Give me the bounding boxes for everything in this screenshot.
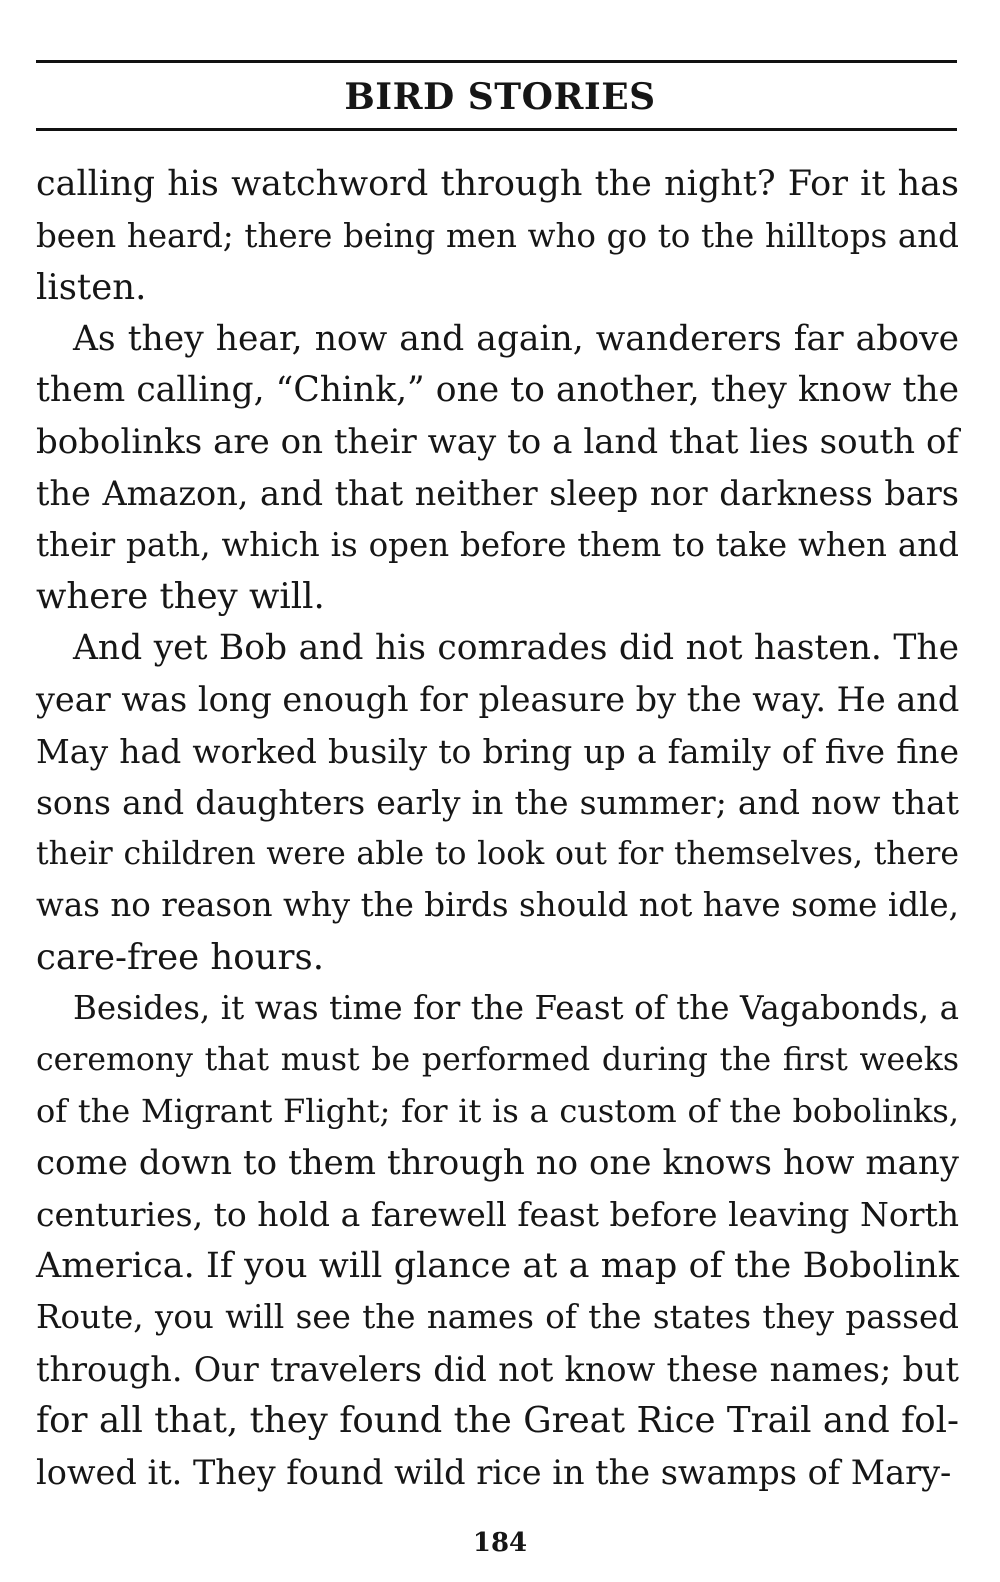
text-line: sons and daughters early in the summer; and now that xyxy=(36,783,959,822)
text-line: Besides, it was time for the Feast of the Vagabonds, a xyxy=(73,989,959,1027)
text-line: their path, which is open before them to take when and xyxy=(36,525,959,564)
header-bottom-rule xyxy=(36,128,957,131)
text-line: listen. xyxy=(36,267,147,308)
running-header: BIRD STORIES xyxy=(344,76,656,118)
page-number: 184 xyxy=(472,1528,528,1558)
text-line: And yet Bob and his comrades did not hasten. The xyxy=(73,627,959,668)
text-line: Route, you will see the names of the states they passed xyxy=(36,1298,959,1336)
text-line: year was long enough for pleasure by the way. He and xyxy=(36,680,960,719)
paragraph xyxy=(36,314,959,623)
text-line: lowed it. They found wild rice in the swamps of Mary- xyxy=(36,1452,952,1492)
text-line: centuries, to hold a farewell feast before leaving North xyxy=(36,1195,959,1234)
body-text xyxy=(36,159,959,1498)
text-line: calling his watchword through the night? For it has xyxy=(36,164,959,204)
text-line: As they hear, now and again, wanderers far above xyxy=(73,318,959,359)
text-line: the Amazon, and that neither sleep nor darkness bars xyxy=(36,474,959,513)
text-line: them calling, “Chink,” one to another, they know the xyxy=(36,370,959,410)
text-line: been heard; there being men who go to the hilltops and xyxy=(36,216,959,255)
paragraph xyxy=(36,623,959,984)
text-line: through. Our travelers did not know these names; but xyxy=(36,1349,959,1389)
text-line: of the Migrant Flight; for it is a custom of the bobolinks, xyxy=(36,1092,959,1130)
text-line: come down to them through no one knows how many xyxy=(36,1142,959,1183)
text-line: ceremony that must be performed during the first weeks xyxy=(36,1041,959,1078)
text-line: for all that, they found the Great Rice Trail and fol- xyxy=(36,1400,959,1441)
text-line: care-free hours. xyxy=(36,936,325,978)
text-line: America. If you will glance at a map of the Bobolink xyxy=(36,1245,959,1286)
text-line: where they will. xyxy=(36,576,325,617)
text-line: May had worked busily to bring up a family of five fine xyxy=(36,731,959,771)
header-top-rule xyxy=(36,60,957,63)
paragraph xyxy=(36,983,959,1498)
text-line: bobolinks are on their way to a land that lies south of xyxy=(36,421,959,462)
paragraph xyxy=(36,159,959,314)
text-line: their children were able to look out for themselves, there xyxy=(36,835,959,872)
text-line: was no reason why the birds should not have some idle, xyxy=(36,886,959,924)
